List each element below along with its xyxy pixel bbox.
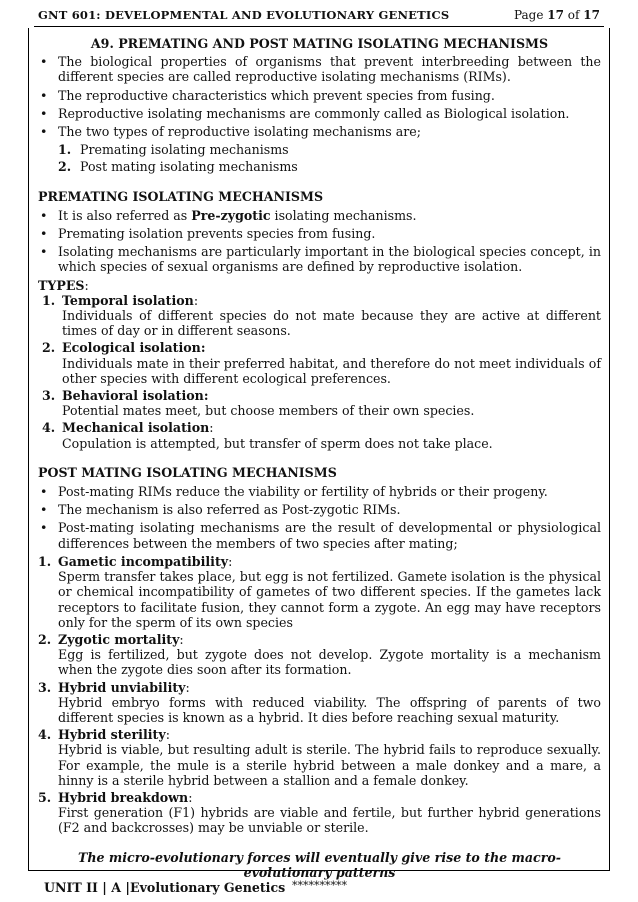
- postmating-item: 2. Zygotic mortality: Egg is fertilized, but zygote does not develop. Zygote mortality is a mechanism when the zygote dies soon after its formation.: [38, 631, 601, 678]
- page-footer: UNIT II | A |Evolutionary Genetics: [44, 880, 286, 895]
- course-title: GNT 601: DEVELOPMENTAL AND EVOLUTIONARY GENETICS: [38, 8, 450, 22]
- premating-item: 1. Temporal isolation: Individuals of different species do not mate because they are active at different times of day or in different seasons.: [42, 292, 601, 339]
- list-item: • Isolating mechanisms are particularly important in the biological species concept, in which species of sexual organisms are defined by reproductive isolation.: [38, 244, 601, 274]
- intro-bullets: [38, 54, 601, 139]
- postmating-item: 1. Gametic incompatibility: Sperm transfer takes place, but egg is not fertilized. Gamete isolation is the physical or chemical incompatibility of gametes of two different species. If the gametes lack receptors to facilitate fusion, they cannot form a zygote. An egg may have receptors only for the sperm of its own species: [38, 553, 601, 630]
- list-item: 1. Premating isolating mechanisms: [58, 142, 289, 158]
- list-item: • The reproductive characteristics which prevent species from fusing.: [38, 88, 601, 103]
- postmating-bullets: [38, 484, 601, 551]
- mechanism-types-list: [58, 142, 601, 174]
- list-item: • It is also referred as Pre-zygotic isolating mechanisms.: [38, 208, 601, 223]
- postmating-item: 4. Hybrid sterility: Hybrid is viable, but resulting adult is sterile. The hybrid fails to reproduce sexually. For example, the mule is a sterile hybrid between a male donkey and a mare, a hinny is a sterile hybrid between a stallion and a female donkey.: [38, 727, 601, 788]
- section-title: A9. PREMATING AND POST MATING ISOLATING MECHANISMS: [90, 36, 549, 51]
- page-content: [38, 36, 601, 892]
- end-stars: **********: [292, 878, 347, 892]
- premating-heading: PREMATING ISOLATING MECHANISMS: [38, 188, 324, 204]
- list-item: • The biological properties of organisms that prevent interbreeding between the different species are called reproductive isolating mechanisms (RIMs).: [38, 54, 601, 84]
- premating-item: 3. Behavioral isolation: Potential mates meet, but choose members of their own species.: [42, 388, 475, 419]
- postmating-heading: POST MATING ISOLATING MECHANISMS: [38, 464, 337, 480]
- list-item: • The two types of reproductive isolating mechanisms are;: [38, 124, 601, 139]
- header-rule: [34, 26, 604, 27]
- list-item: • Post-mating RIMs reduce the viability or fertility of hybrids or their progeny.: [38, 484, 601, 499]
- list-item: • Premating isolation prevents species from fusing.: [38, 226, 601, 241]
- premating-item: 2. Ecological isolation: Individuals mate in their preferred habitat, and therefore do not meet individuals of other species with different ecological preferences.: [42, 340, 601, 386]
- premating-bullets: [38, 208, 601, 275]
- list-item: 2. Post mating isolating mechanisms: [58, 159, 298, 175]
- postmating-item: 3. Hybrid unviability: Hybrid embryo forms with reduced viability. The offspring of parents of two different species is known as a hybrid. It dies before reaching sexual maturity.: [38, 679, 601, 725]
- list-item: • Post-mating isolating mechanisms are the result of developmental or physiological differences between the members of two species after mating;: [38, 520, 601, 550]
- list-item: • Reproductive isolating mechanisms are commonly called as Biological isolation.: [38, 106, 601, 121]
- page-header: [38, 6, 600, 24]
- closing-statement: The micro-evolutionary forces will eventually give rise to the macro-evolutionary patterns: [78, 849, 561, 880]
- list-item: • The mechanism is also referred as Post-zygotic RIMs.: [38, 502, 601, 517]
- premating-item: 4. Mechanical isolation: Copulation is attempted, but transfer of sperm does not take place.: [42, 420, 493, 451]
- postmating-item: 5. Hybrid breakdown: First generation (F1) hybrids are viable and fertile, but further hybrid generations (F2 and backcrosses) may be unviable or sterile.: [38, 789, 601, 836]
- types-label: TYPES:: [38, 277, 89, 293]
- page-number: Page 17 of 17: [513, 8, 600, 22]
